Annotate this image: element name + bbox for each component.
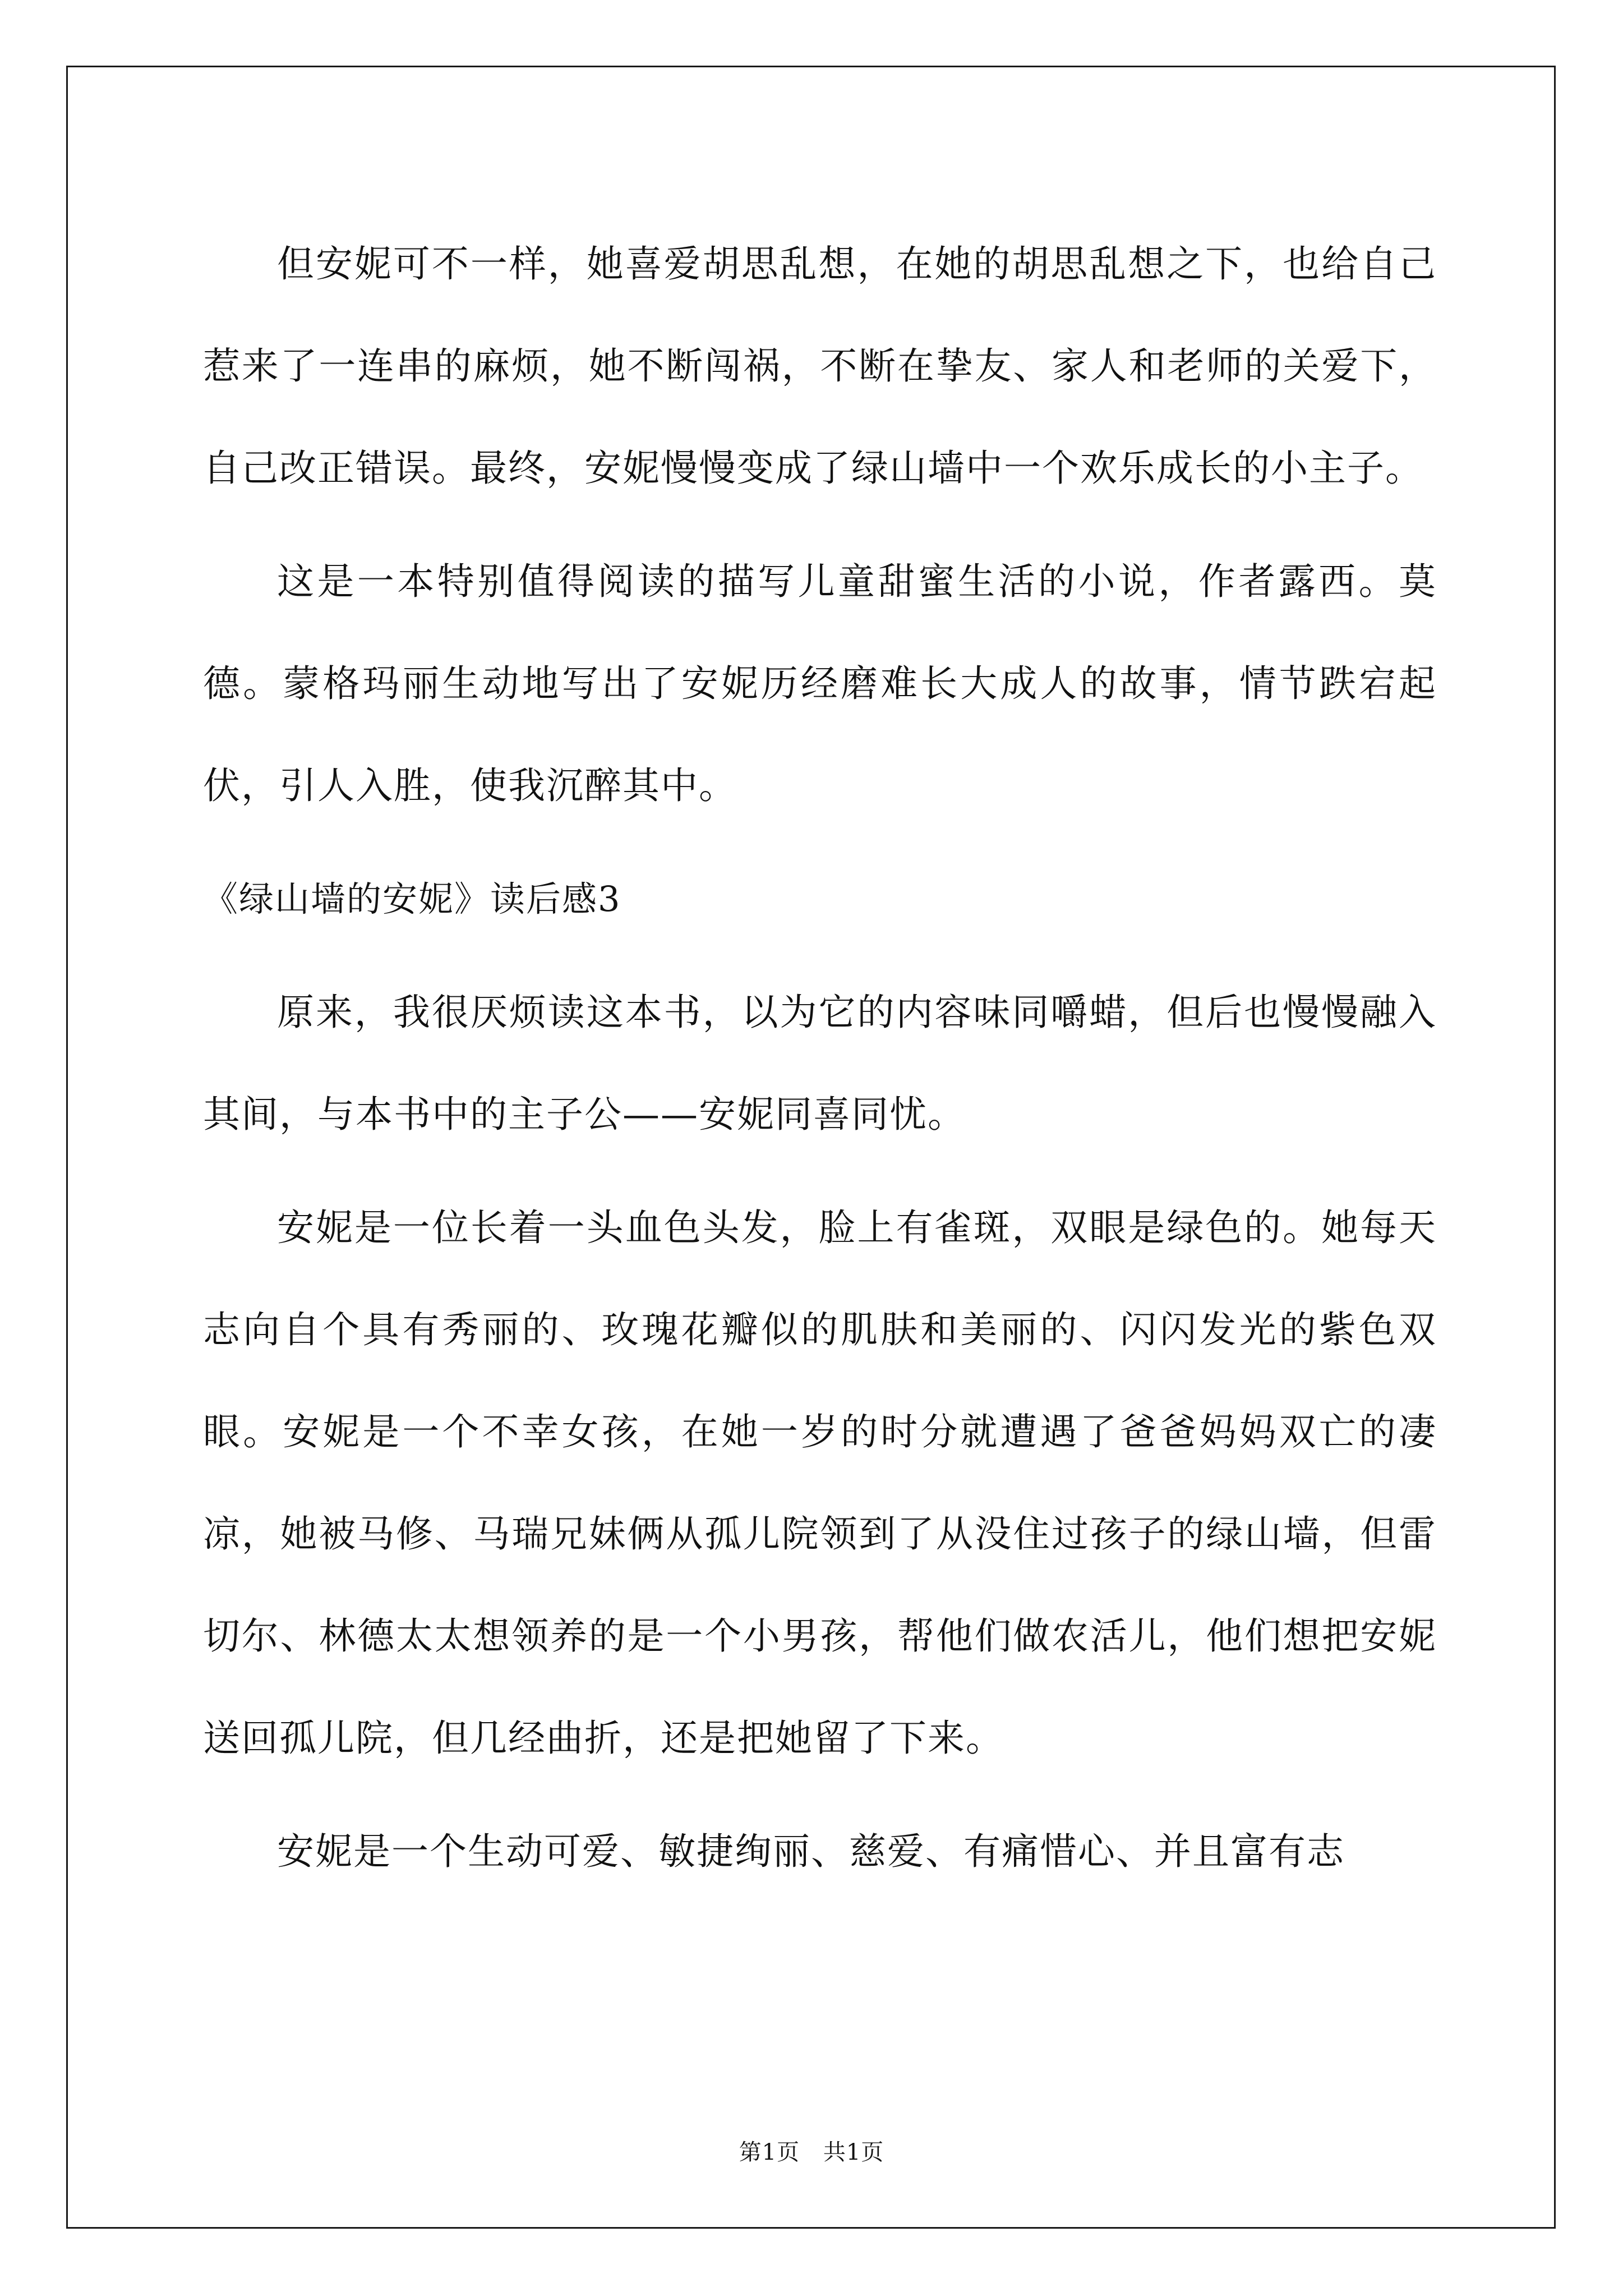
page-footer (0, 2134, 1623, 2166)
paragraph: 这是一本特别值得阅读的描写儿童甜蜜生活的小说，作者露西。莫德。蒙格玛丽生动地写出了安妮历经磨难长大成人的故事，情节跌宕起伏，引人入胜，使我沉醉其中。 (203, 560, 1437, 807)
page-total: 共1页 (823, 2139, 884, 2165)
page-number: 第1页 (739, 2139, 800, 2165)
paragraph: 安妮是一位长着一头血色头发，脸上有雀斑，双眼是绿色的。她每天志向自个具有秀丽的、玫瑰花瓣似的肌肤和美丽的、闪闪发光的紫色双眼。安妮是一个不幸女孩，在她一岁的时分就遭遇了爸爸妈妈双亡的凄凉，她被马修、马瑞兄妹俩从孤儿院领到了从没住过孩子的绿山墙，但雷切尔、林德太太想领养的是一个小男孩，帮他们做农活儿，他们想把安妮送回孤儿院，但几经曲折，还是把她留了下来。 (203, 1206, 1437, 1760)
paragraph: 安妮是一个生动可爱、敏捷绚丽、慈爱、有痛惜心、并且富有志 (277, 1830, 1345, 1873)
document-body (203, 213, 1437, 1914)
paragraph: 原来，我很厌烦读这本书，以为它的内容味同嚼蜡，但后也慢慢融入其间，与本书中的主子公——安妮同喜同忧。 (203, 991, 1437, 1136)
paragraph: 但安妮可不一样，她喜爱胡思乱想，在她的胡思乱想之下，也给自己惹来了一连串的麻烦，她不断闯祸，不断在挚友、家人和老师的关爱下，自己改正错误。最终，安妮慢慢变成了绿山墙中一个欢乐成长的小主子。 (203, 242, 1437, 490)
section-heading: 《绿山墙的安妮》读后感3 (203, 878, 621, 919)
